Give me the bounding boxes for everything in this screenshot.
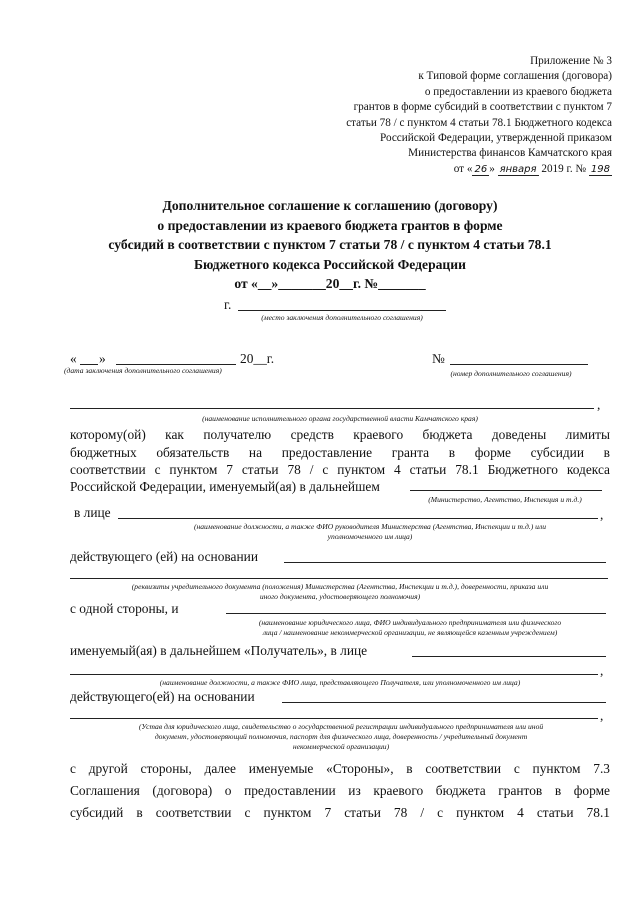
paragraph-line: соответствии с пунктом 7 статьи 78 / с пунктом 4 статьи 78.1 Бюджетного кодекса [70,462,610,477]
appendix-line: Российской Федерации, утвержденной приказом [380,132,612,145]
paragraph-line: Российской Федерации, именуемый(ая) в дальнейшем [70,479,380,494]
appendix-header [312,54,612,177]
appendix-line: Министерства финансов Камчатского края [408,147,612,160]
handwritten-month: января [499,163,537,175]
comma: , [597,397,601,412]
basis-line-2[interactable] [70,578,608,579]
organ-line[interactable] [70,408,594,409]
date-month-line[interactable] [116,364,236,365]
charter-line-1[interactable] [282,702,606,703]
rep-line-1[interactable] [412,656,606,657]
handwritten-day: 26 [474,163,488,175]
appendix-line: о предоставлении из краевого бюджета [424,85,612,98]
charter-note: (Устав для юридического лица, свидетельство о государственной регистрации индивидуального предпринимателя или иной [138,722,544,731]
date-close-quote: » [99,351,106,366]
appendix-line: к Типовой форме соглашения (договора) [418,70,612,83]
in-person-label: в лице [74,505,111,520]
organ-note: (наименование исполнительного органа государственной власти Камчатского края) [202,414,478,423]
charter-note: некоммерческой организации) [292,742,390,751]
place-line[interactable] [238,310,446,311]
acting-basis-label: действующего (ей) на основании [70,549,258,564]
title-line: субсидий в соответствии с пунктом 7 статьи 78 / с пунктом 4 статьи 78.1 [108,237,552,252]
paragraph-line: Соглашения (договора) о предоставлении из краевого бюджета грантов в форме [70,783,610,798]
document-title [60,196,600,294]
place-note: (место заключения дополнительного соглашения) [261,313,423,322]
appendix-date: от « 26 » января 2019 г. № 198 [453,162,610,175]
doc-note: (реквизиты учредительного документа (положения) Министерства (Агентства, Инспекции и т.д.), доверенности, приказа или [131,582,549,591]
handwritten-number: 198 [590,163,610,175]
head-note: (наименование должности, а также ФИО руководителя Министерства (Агентства, Инспекции и т.д.) или [193,522,547,531]
charter-note: документ, удостоверяющий полномочия, паспорт для физического лица, доверенность / учредительный документ [154,732,528,741]
basis-line-1[interactable] [284,562,606,563]
ministry-line[interactable] [410,490,602,491]
date-day-line[interactable] [80,364,98,365]
appendix-line: статьи 78 / с пунктом 4 статьи 78.1 Бюджетного кодекса [346,116,612,129]
number-note: (номер дополнительного соглашения) [450,369,572,378]
head-line[interactable] [118,518,598,519]
appendix-line: грантов в форме субсидий в соответствии с пунктом 7 [353,101,612,114]
paragraph-line: бюджетных обязательств на предоставление гранта в форме субсидии в [70,444,610,460]
date-open-quote: « [70,351,77,366]
one-side-label: с одной стороны, и [70,601,179,616]
comma: , [600,663,604,678]
title-line: Дополнительное соглашение к соглашению (договору) [162,198,498,213]
comma: , [600,708,604,723]
place-prefix: г. [224,297,232,312]
rep-line-2[interactable] [70,674,598,675]
paragraph-final [70,758,610,824]
comma: , [600,507,604,522]
recipient-line[interactable] [226,613,606,614]
acting-basis-2-label: действующего(ей) на основании [70,689,255,704]
number-prefix: № [432,351,445,366]
title-line: Бюджетного кодекса Российской Федерации [194,256,466,272]
paragraph-line: которому(ой) как получателю средств краевого бюджета доведены лимиты [70,427,610,442]
recipient-note: лица / наименование некоммерческой организации, не являющейся казенным учреждением) [262,628,558,637]
appendix-line: Приложение № 3 [530,55,612,67]
ministry-note: (Министерство, Агентство, Инспекция и т.д.) [428,495,582,504]
date-note: (дата заключения дополнительного соглашения) [64,366,222,375]
number-line[interactable] [450,364,588,365]
paragraph-line: с другой стороны, далее именуемые «Стороны», в соответствии с пунктом 7.3 [70,761,610,776]
recipient-note: (наименование юридического лица, ФИО индивидуального предпринимателя или физического [258,618,562,627]
paragraph-recipient-limits [70,426,610,479]
doc-note: иного документа, удостоверяющего полномочия) [259,592,421,601]
title-line: от «__»_______20__г. №_______ [234,276,426,291]
title-line: о предоставлении из краевого бюджета грантов в форме [157,217,503,233]
paragraph-line: субсидий в соответствии с пунктом 7 статьи 78 / с пунктом 4 статьи 78.1 [70,805,610,820]
date-year: 20__г. [240,351,275,366]
charter-line-2[interactable] [70,718,598,719]
head-note: уполномоченного им лица) [327,532,413,541]
rep-note: (наименование должности, а также ФИО лица, представляющего Получателя, или уполномоченного им лица) [159,678,521,687]
named-recipient-label: именуемый(ая) в дальнейшем «Получатель», в лице [70,643,368,658]
